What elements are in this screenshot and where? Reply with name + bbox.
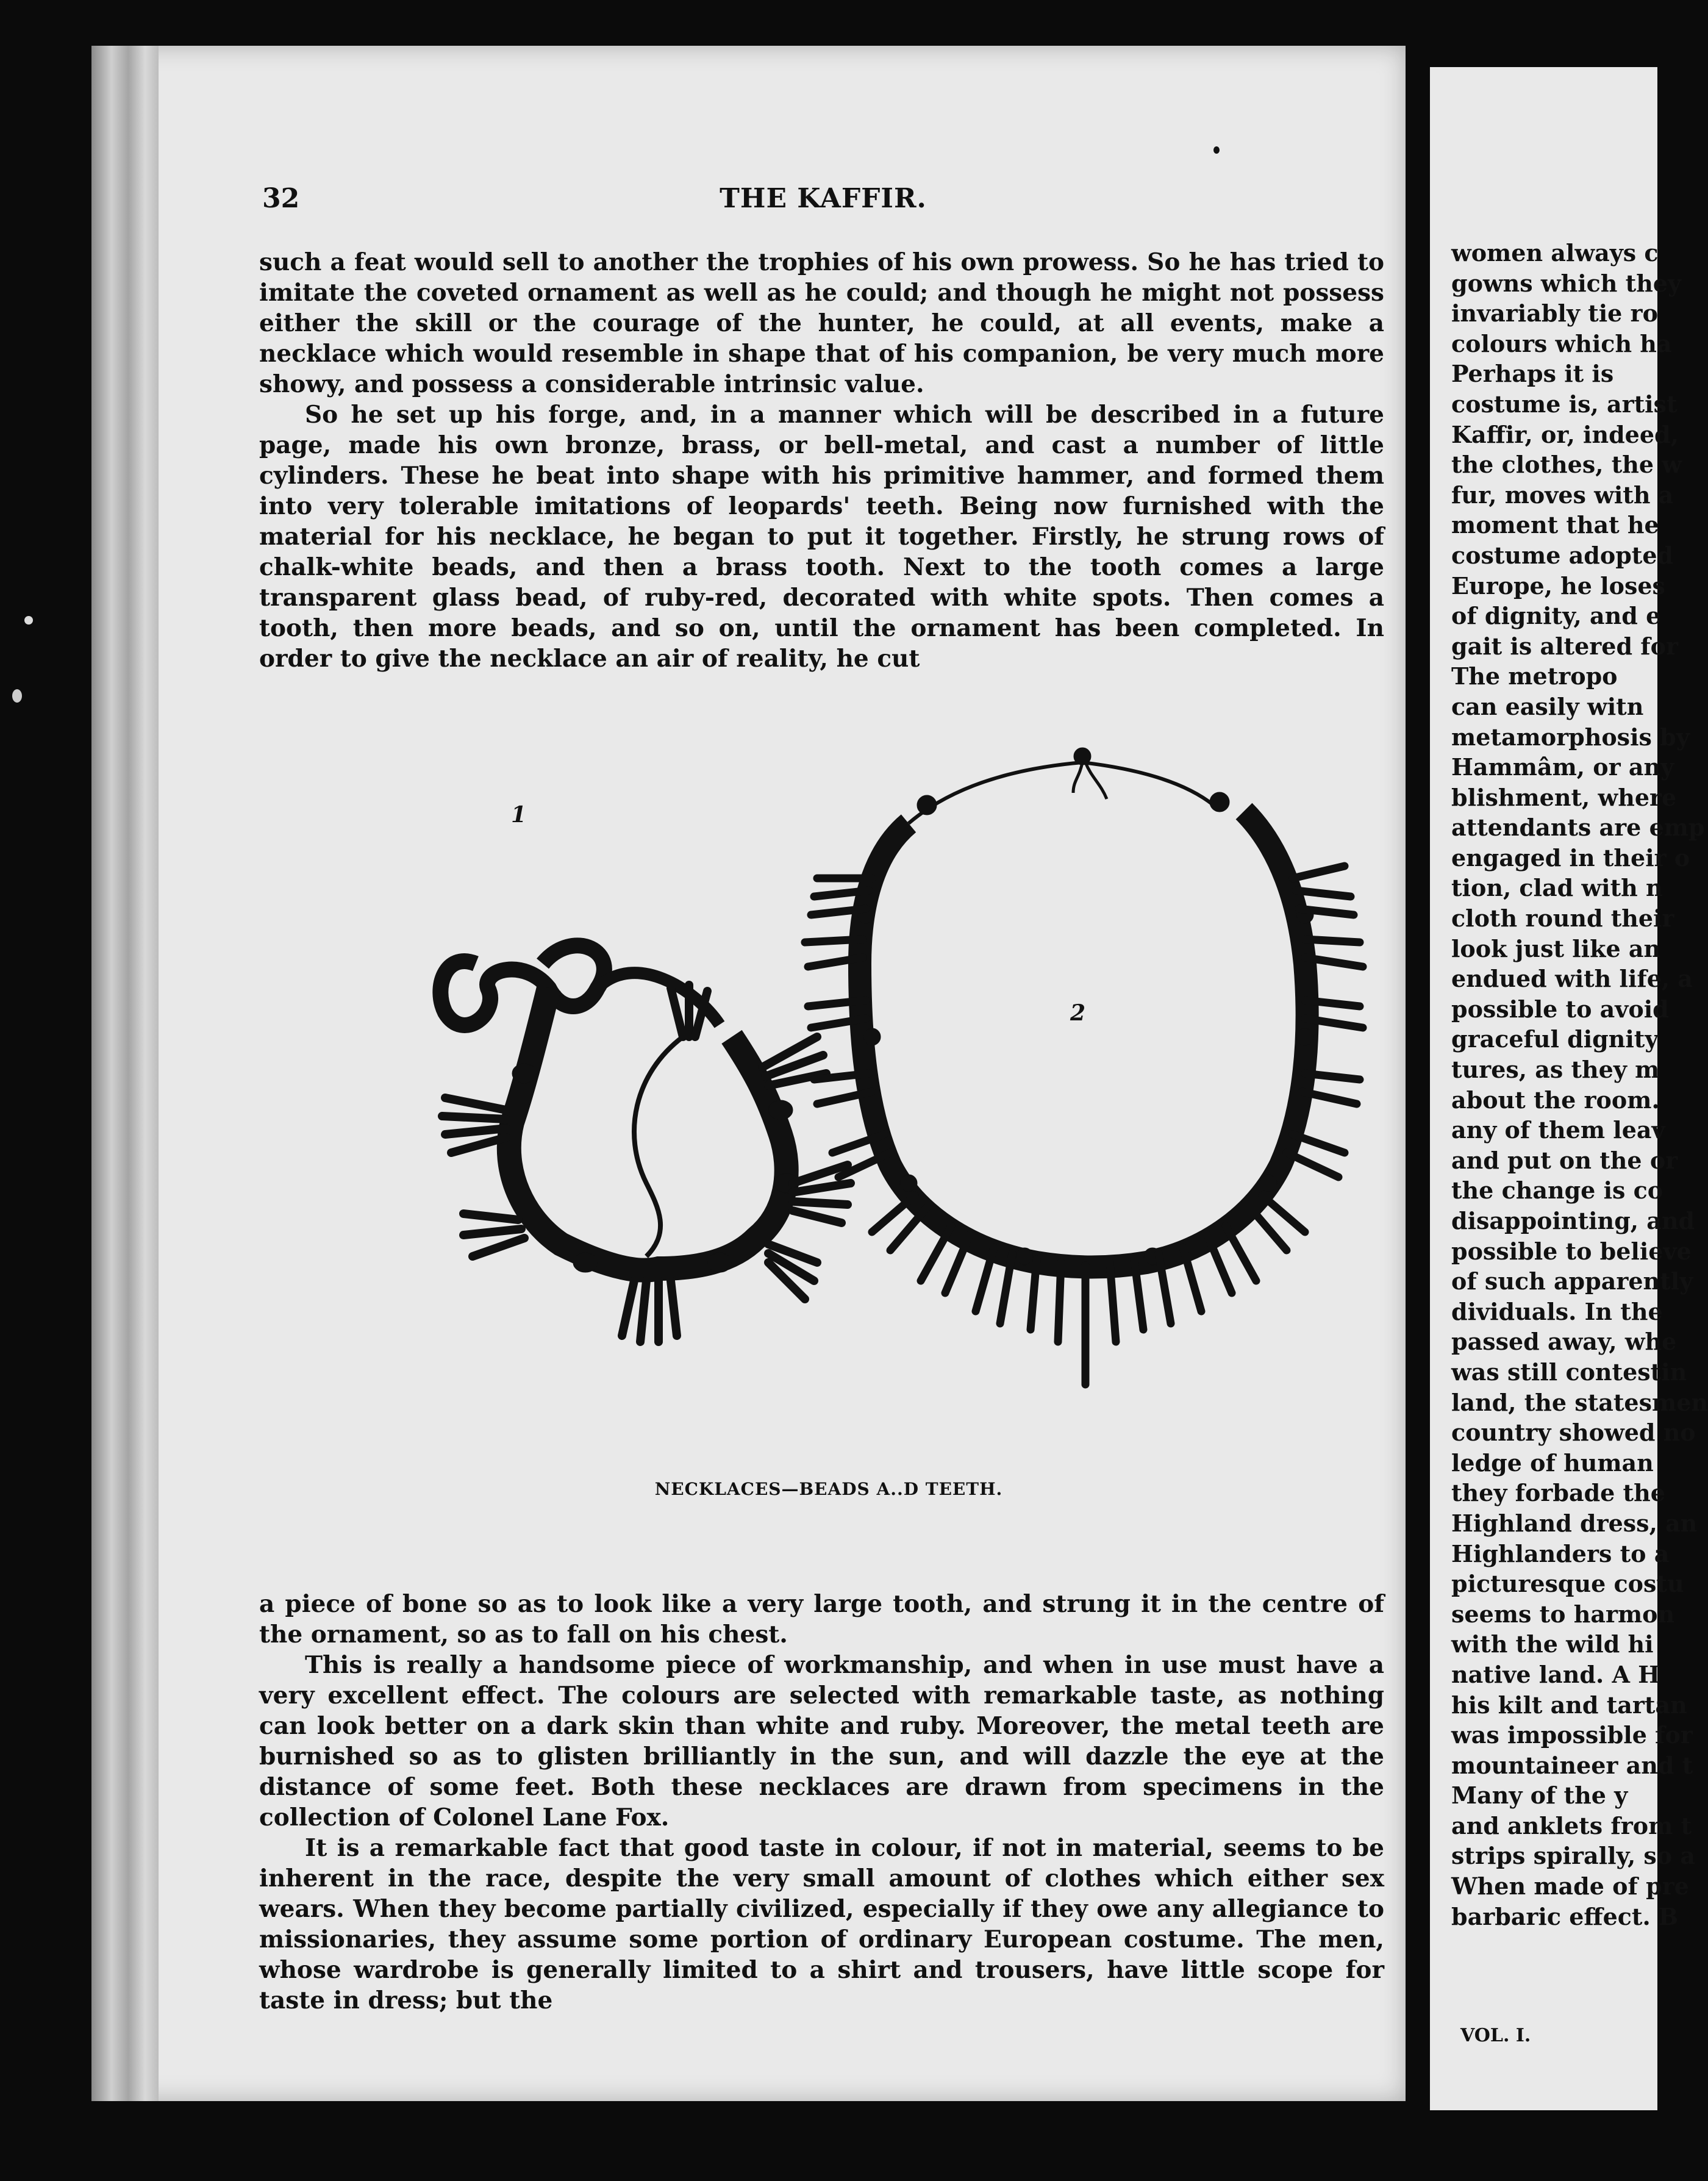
right-page-line: When made of pre [1451, 1872, 1689, 1900]
right-page-line: and anklets from t [1451, 1811, 1692, 1839]
right-page-column [1451, 238, 1708, 1932]
right-page-line: barbaric effect. B [1451, 1902, 1679, 1930]
page-number: 32 [262, 183, 300, 214]
right-page-line: graceful dignity [1451, 1025, 1659, 1053]
paragraph: It is a remarkable fact that good taste in colour, if not in material, seems to be inherent in the race, despite the very small amount of clothes which either sex wears. When they become partially civilized, especially if they owe any allegiance to missionaries, they assume some portion of ordinary European costume. The men, whose wardrobe is generally limited to a shirt and trousers, have little scope for taste in dress; but the [259, 1834, 1384, 2014]
paragraph: a piece of bone so as to look like a very large tooth, and strung it in the centre of the ornament, so as to fall on his chest. [259, 1590, 1384, 1649]
running-head [262, 183, 1384, 220]
right-page-line: picturesque costu [1451, 1570, 1684, 1598]
right-page-line: Europe, he loses [1451, 571, 1665, 600]
right-page-line: and put on the or [1451, 1146, 1678, 1174]
dust-speck [12, 689, 22, 703]
right-page-line: gait is altered for [1451, 632, 1678, 660]
necklace-illustration [159, 646, 1402, 1476]
right-page-line: strips spirally, so a [1451, 1842, 1696, 1870]
right-page-line: women always c [1451, 239, 1659, 267]
right-page-line: look just like an [1451, 934, 1661, 962]
right-page-line: of dignity, and e [1451, 602, 1661, 630]
right-page-line: colours which ha [1451, 329, 1672, 357]
right-page-line: attendants are emp [1451, 814, 1705, 842]
necklaces-figure [159, 646, 1402, 1476]
right-page-line: endued with life, a [1451, 965, 1693, 993]
right-page-line: dividuals. In the [1451, 1297, 1663, 1325]
figure-caption: NECKLACES—BEADS A..D TEETH. [654, 1479, 1003, 1499]
right-page-line: tures, as they m [1451, 1056, 1660, 1084]
right-page-line: ledge of human [1451, 1449, 1654, 1477]
right-page-line: can easily witn [1451, 692, 1644, 720]
right-page-line: invariably tie ro [1451, 299, 1658, 328]
necklace-2 [805, 748, 1363, 1384]
right-page-line: metamorphosis by [1451, 723, 1690, 751]
right-page-line: country showed no [1451, 1419, 1696, 1447]
right-page-line: was still contestin [1451, 1358, 1687, 1386]
paragraph: such a feat would sell to another the trophies of his own prowess. So he has tried to imitate the coveted ornament as well as he could; and though he might not possess either the skill or the courage of the hunter, he could, at all events, make a necklace which would resemble in shape that of his companion, be very much more showy, and possess a considerable intrinsic value. [259, 248, 1384, 398]
right-page-line: gowns which they [1451, 269, 1682, 297]
right-page-line: land, the statesmen [1451, 1388, 1708, 1416]
right-page-line: any of them leav [1451, 1116, 1665, 1144]
figure-label-1: 1 [511, 802, 527, 828]
right-page-line: his kilt and tartan [1451, 1691, 1687, 1719]
right-page-line: cloth round their [1451, 904, 1674, 933]
right-page-line: Perhaps it is [1451, 360, 1614, 388]
right-page-line: possible to believe [1451, 1237, 1692, 1265]
right-page-line: Hammâm, or any [1451, 753, 1674, 781]
right-page-line: the change is co [1451, 1176, 1663, 1205]
dust-speck [24, 616, 33, 625]
right-page-line: was impossible for [1451, 1721, 1693, 1749]
dust-speck [1213, 146, 1220, 154]
necklace-1 [440, 945, 851, 1342]
right-page-line: Highlanders to a [1451, 1539, 1670, 1567]
right-page-line: the clothes, the w [1451, 451, 1682, 479]
right-page-line: Many of the y [1451, 1782, 1628, 1810]
right-page-line: about the room. [1451, 1086, 1660, 1114]
right-page-line: passed away, whe [1451, 1328, 1677, 1356]
right-page [1430, 67, 1708, 2110]
right-page-line: disappointing, and [1451, 1207, 1695, 1234]
page-title: THE KAFFIR. [720, 183, 927, 214]
right-page-line: Highland dress, an [1451, 1509, 1698, 1537]
paragraph: So he set up his forge, and, in a manner which will be described in a future page, made his own bronze, brass, or bell-metal, and cast a number of little cylinders. These he beat into shape with his primitive hammer, and formed them into very tolerable imitations of leopards' teeth. Being now furnished with the material for his necklace, he began to put it together. Firstly, he strung rows of chalk-white beads, and then a brass tooth. Next to the tooth comes a large transparent glass bead, of ruby-red, decorated with white spots. Then comes a tooth, then more beads, and so on, until the ornament has been completed. In order to give the necklace an air of reality, he cut [259, 401, 1384, 673]
paragraph: This is really a handsome piece of workmanship, and when in use must have a very excellent effect. The colours are selected with remarkable taste, as nothing can look better on a dark skin than white and ruby. Moreover, the metal teeth are burnished so as to glisten brilliantly in the sun, and will dazzle the eye at the distance of some feet. Both these necklaces are drawn from specimens in the collection of Colonel Lane Fox. [259, 1651, 1384, 1832]
right-page-footer: VOL. I. [1460, 2025, 1531, 2046]
right-page-line: of such apparently [1451, 1267, 1693, 1295]
body-text-top [259, 247, 1384, 674]
right-page-line: moment that he [1451, 511, 1659, 539]
right-page-line: native land. A H [1451, 1660, 1660, 1688]
right-page-line: possible to avoid [1451, 995, 1669, 1023]
right-page-line: costume is, artist [1451, 390, 1678, 418]
figure-label-2: 2 [1070, 1000, 1086, 1026]
right-page-line: mountaineer and t [1451, 1751, 1693, 1779]
body-text-bottom [259, 1589, 1384, 2016]
right-page-line: engaged in their o [1451, 843, 1690, 872]
right-page-line: costume adopted [1451, 541, 1674, 569]
right-page-line: blishment, where [1451, 783, 1677, 811]
right-page-line: The metropo [1451, 662, 1618, 690]
page-edge-stack [91, 46, 159, 2101]
right-page-line: seems to harmon [1451, 1600, 1675, 1628]
right-page-line: Kaffir, or, indeed, [1451, 420, 1679, 448]
right-page-line: with the wild hi [1451, 1630, 1654, 1658]
right-page-line: fur, moves with a [1451, 481, 1674, 509]
right-page-line: tion, clad with n [1451, 874, 1663, 902]
right-page-line: they forbade the [1451, 1479, 1665, 1507]
